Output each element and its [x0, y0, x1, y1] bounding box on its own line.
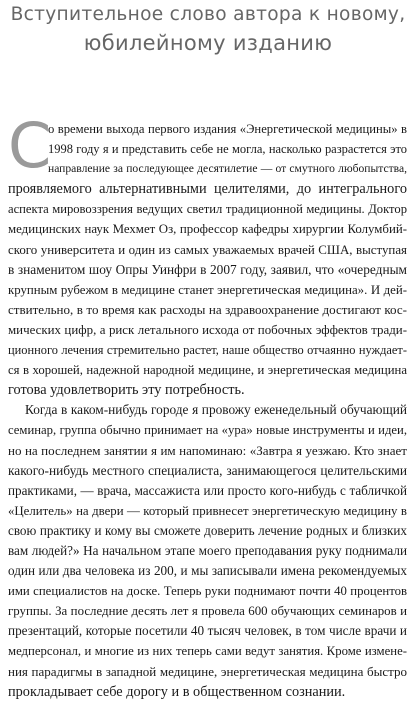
text-line: прокладывает себе дорогу и в общественном сознании. [8, 683, 346, 700]
text-line: Когда в каком-нибудь городе я провожу еженедельный обучающий [25, 402, 407, 418]
body-text [8, 109, 407, 702]
text-line: аспекта мировоззрения ведущих светил традиционной медицины. Доктор [8, 202, 407, 217]
text-line: вам людей?» На начальном этапе моего преподавания руку поднимали [8, 542, 407, 558]
text-line: «Целитель» на двери — который привнесет энергетическую медицину в [8, 503, 407, 518]
text-line: 1998 году я и представить себе не могла, насколько разрастется это [48, 142, 407, 157]
text-line: презентаций, которые посетили 40 тысяч человек, в том числе врачи и [8, 623, 407, 639]
text-line: мических цифр, а риск летального исхода от побочных эффектов тради- [8, 321, 407, 337]
text-line: проявляемого альтернативными целителями, до интегрального [8, 181, 407, 198]
text-line: медперсонал, и многие из них теперь сами ведут занятия. Кроме измене- [8, 644, 407, 659]
text-line: крупным рубежом в медицине станет энергетическая медицина». И дей- [8, 282, 407, 297]
text-line: семинар, группа обычно принимает на «ура» новые инструменты и идеи, [8, 423, 407, 438]
chapter-heading-line-2: юбилейному изданию [83, 31, 333, 55]
text-line: ся в хорошей, надежной народной медицине, и энергетическая медицина [8, 363, 407, 378]
paragraph-2 [8, 400, 407, 701]
text-line: ими специалистов на доске. Теперь руки поднимают почти 40 процентов [8, 584, 407, 599]
text-line: ния парадигмы в западной медицине, энергетическая медицина быстро [8, 663, 407, 679]
text-line: о времени выхода первого издания «Энергетической медицины» в [48, 122, 407, 136]
text-line: какого-нибудь местного специалиста, занимающегося целительскими [8, 462, 407, 478]
text-line: ционного лечения стремительно растет, наше общество отчаянно нуждает- [8, 343, 407, 358]
text-line: свою практику и кому вы сможете доверить лечение родных и близких [8, 522, 407, 538]
text-line: готова удовлетворить эту потребность. [8, 382, 245, 399]
text-line: ствительно, в то время как расходы на здравоохранение достигают кос- [8, 301, 407, 317]
drop-cap: С [8, 109, 52, 182]
chapter-heading-line-1: Вступительное слово автора к новому, [10, 4, 406, 25]
text-line: один или два человека из 200, и мы записывали имена рекомендуемых [8, 563, 407, 579]
chapter-heading [10, 0, 406, 58]
text-line: медицинских наук Мехмет Оз, профессор кафедры хирургии Колумбий- [8, 222, 407, 237]
text-line: но на последнем занятии я им напоминаю: «Завтра я уезжаю. Кто знает [8, 442, 407, 458]
text-line: направление за последующее десятилетие — от смутного любопытства, [48, 162, 407, 176]
text-line: ского университета и один из самых уважаемых врачей США, выступая [8, 241, 407, 257]
text-line: группы. За последние десять лет я провела 600 обучающих семинаров и [8, 604, 407, 619]
text-line: в знаменитом шоу Опры Уинфри в 2007 году, заявил, что «очередным [8, 261, 407, 277]
text-line: практиками, — врача, массажиста или просто кого-нибудь с табличкой [8, 482, 407, 498]
paragraph-1 [8, 109, 407, 400]
